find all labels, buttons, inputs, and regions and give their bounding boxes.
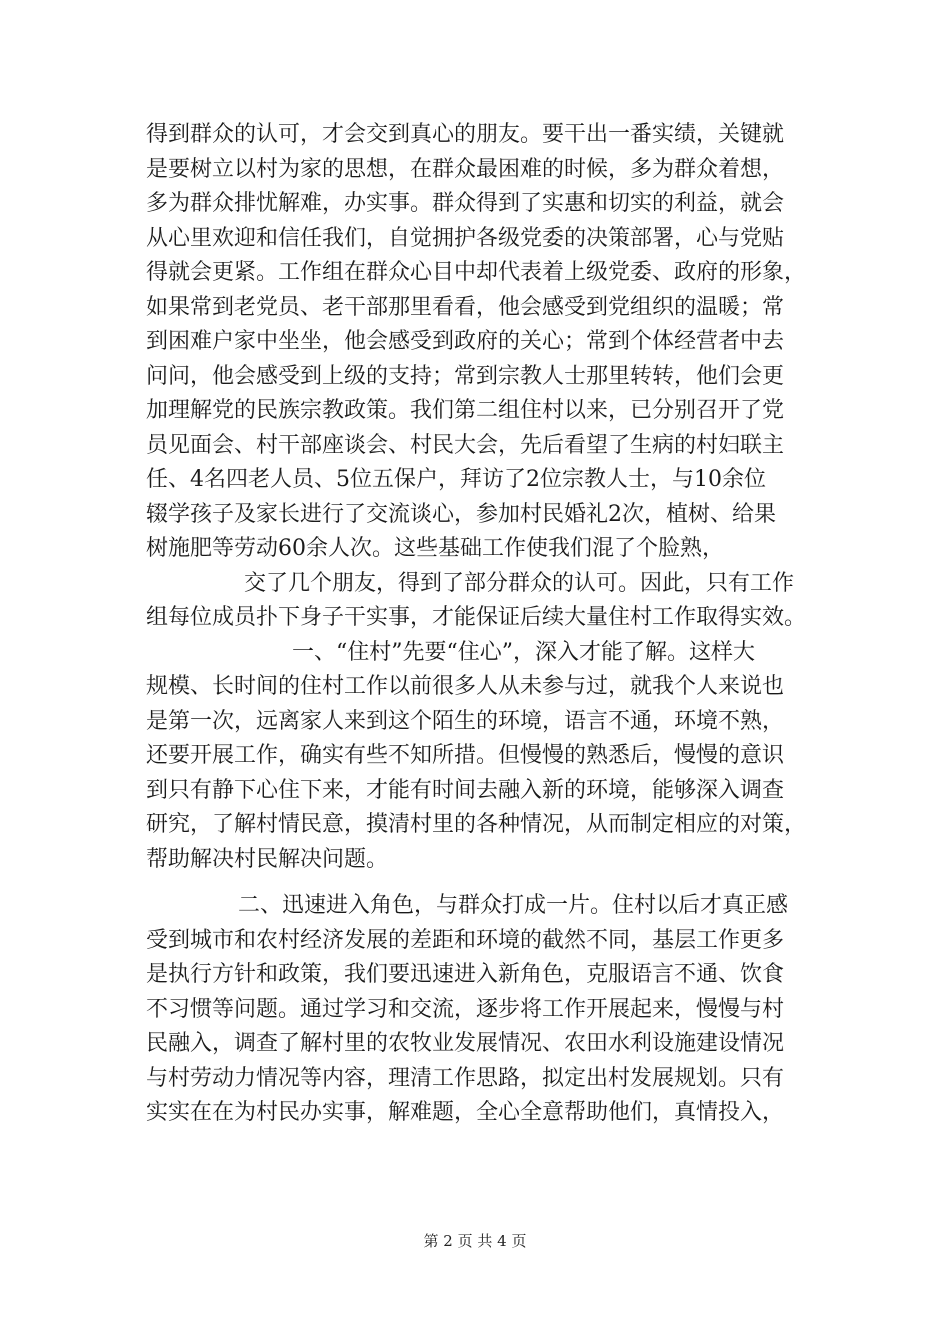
text-line: 到只有静下心住下来，才能有时间去融入新的环境，能够深入调查 <box>146 777 785 803</box>
text-line: 民融入，调查了解村里的农牧业发展情况、农田水利设施建设情况 <box>146 1031 785 1056</box>
text-line: 交了几个朋友，得到了部分群众的认可。因此，只有工作 <box>244 570 795 596</box>
text-line: 不习惯等问题。通过学习和交流，逐步将工作开展起来，慢慢与村 <box>146 996 785 1022</box>
text-line: 是第一次，远离家人来到这个陌生的环境，语言不通，环境不熟， <box>146 708 785 734</box>
section-heading-line: 二、迅速进入角色，与群众打成一片。住村以后才真正感 <box>238 893 789 918</box>
paragraph-gap <box>146 877 836 889</box>
text-line: 树施肥等劳动60余人次。这些基础工作使我们混了个脸熟， <box>146 536 724 561</box>
text-line: 是执行方针和政策，我们要迅速进入新角色，克服语言不通、饮食 <box>146 962 785 987</box>
document-body <box>146 118 836 1131</box>
text-line: 还要开展工作，确实有些不知所措。但慢慢的熟悉后，慢慢的意识 <box>146 743 785 768</box>
section-heading-line: 一、“住村”先要“住心”，深入才能了解。这样大 <box>292 639 755 665</box>
text-line: 如果常到老党员、老干部那里看看，他会感受到党组织的温暖；常 <box>146 294 785 320</box>
text-line: 问问，他会感受到上级的支持；常到宗教人士那里转转，他们会更 <box>146 363 785 389</box>
text-line: 到困难户家中坐坐，他会感受到政府的关心；常到个体经营者中去 <box>146 329 785 354</box>
text-line: 从心里欢迎和信任我们，自觉拥护各级党委的决策部署，心与党贴 <box>146 225 785 251</box>
text-line: 员见面会、村干部座谈会、村民大会，先后看望了生病的村妇联主 <box>146 432 785 458</box>
text-line: 辍学孩子及家长进行了交流谈心，参加村民婚礼2次，植树、给果 <box>146 501 776 527</box>
page-number-footer: 第 2 页 共 4 页 <box>423 1232 527 1250</box>
text-line: 规模、长时间的住村工作以前很多人从未参与过，就我个人来说也 <box>146 674 785 699</box>
text-line: 受到城市和农村经济发展的差距和环境的截然不同，基层工作更多 <box>146 927 785 953</box>
text-line: 与村劳动力情况等内容，理清工作思路，拟定出村发展规划。只有 <box>146 1065 785 1091</box>
text-line: 研究，了解村情民意，摸清村里的各种情况，从而制定相应的对策， <box>146 812 807 837</box>
text-line: 是要树立以村为家的思想，在群众最困难的时候，多为群众着想， <box>146 156 785 182</box>
text-line: 加理解党的民族宗教政策。我们第二组住村以来，已分别召开了党 <box>146 398 785 423</box>
text-line: 得到群众的认可，才会交到真心的朋友。要干出一番实绩，关键就 <box>146 122 785 147</box>
text-line: 多为群众排忧解难，办实事。群众得到了实惠和切实的利益，就会 <box>146 191 785 216</box>
text-line: 实实在在为村民办实事，解难题，全心全意帮助他们，真情投入， <box>146 1100 785 1125</box>
text-line: 组每位成员扑下身子干实事，才能保证后续大量住村工作取得实效。 <box>146 605 807 630</box>
text-line: 任、4名四老人员、5位五保户，拜访了2位宗教人士，与10余位 <box>146 467 766 492</box>
text-line: 帮助解决村民解决问题。 <box>146 846 389 872</box>
text-line: 得就会更紧。工作组在群众心目中却代表着上级党委、政府的形象， <box>146 260 807 285</box>
